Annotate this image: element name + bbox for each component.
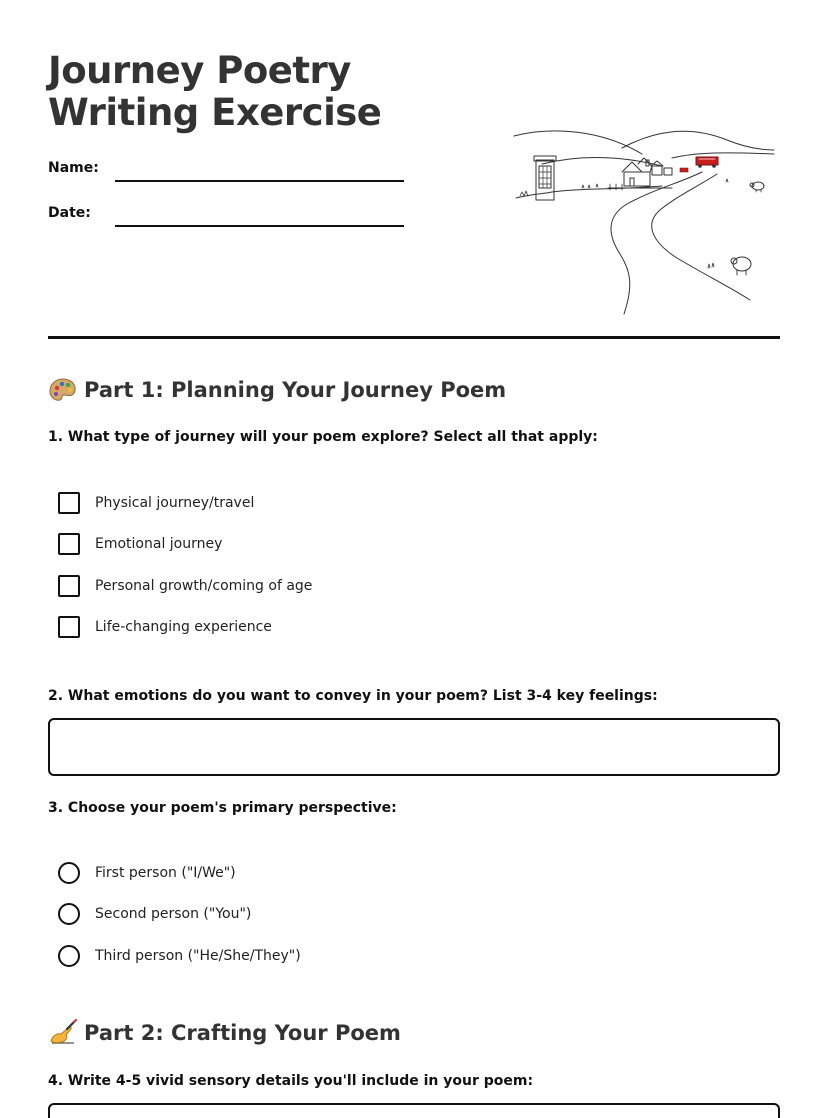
- part2-title: Part 2: Crafting Your Poem: [84, 1021, 401, 1045]
- writing-hand-icon: [48, 1019, 78, 1047]
- countryside-road-illustration-icon: [512, 124, 778, 320]
- option-label: Second person ("You"): [95, 906, 252, 922]
- option-label: Third person ("He/She/They"): [95, 948, 301, 964]
- sensory-details-input[interactable]: [48, 1103, 780, 1118]
- question-3: 3. Choose your poem's primary perspective:: [48, 800, 397, 816]
- checkbox[interactable]: [58, 533, 80, 555]
- date-label: Date:: [48, 205, 91, 221]
- part1-heading: [48, 375, 506, 405]
- option-label: First person ("I/We"): [95, 865, 236, 881]
- part2-heading: [48, 1018, 401, 1048]
- worksheet: [48, 0, 780, 1118]
- option-label: Life-changing experience: [95, 619, 272, 635]
- date-field-row: [48, 205, 408, 235]
- perspective-option-third[interactable]: [58, 943, 301, 969]
- name-label: Name:: [48, 160, 99, 176]
- checkbox[interactable]: [58, 492, 80, 514]
- name-field-row: [48, 160, 408, 190]
- checkbox[interactable]: [58, 575, 80, 597]
- journey-option-emotional[interactable]: [58, 531, 222, 557]
- page-title: Journey Poetry Writing Exercise: [48, 49, 382, 134]
- radio[interactable]: [58, 903, 80, 925]
- option-label: Emotional journey: [95, 536, 223, 552]
- part1-title: Part 1: Planning Your Journey Poem: [84, 378, 507, 402]
- section-divider: [48, 336, 780, 339]
- emotions-input[interactable]: [48, 718, 780, 776]
- question-1: 1. What type of journey will your poem explore? Select all that apply:: [48, 429, 598, 445]
- option-label: Physical journey/travel: [95, 495, 255, 511]
- perspective-option-first[interactable]: [58, 860, 236, 886]
- perspective-option-second[interactable]: [58, 901, 251, 927]
- journey-option-physical[interactable]: [58, 490, 254, 516]
- question-2: 2. What emotions do you want to convey in your poem? List 3-4 key feelings:: [48, 688, 658, 704]
- radio[interactable]: [58, 945, 80, 967]
- option-label: Personal growth/coming of age: [95, 578, 313, 594]
- journey-option-life-changing[interactable]: [58, 614, 272, 640]
- date-field[interactable]: [115, 225, 404, 227]
- question-4: 4. Write 4-5 vivid sensory details you'll include in your poem:: [48, 1073, 534, 1089]
- palette-icon: [48, 376, 78, 404]
- checkbox[interactable]: [58, 616, 80, 638]
- journey-option-growth[interactable]: [58, 573, 312, 599]
- name-field[interactable]: [115, 180, 404, 182]
- radio[interactable]: [58, 862, 80, 884]
